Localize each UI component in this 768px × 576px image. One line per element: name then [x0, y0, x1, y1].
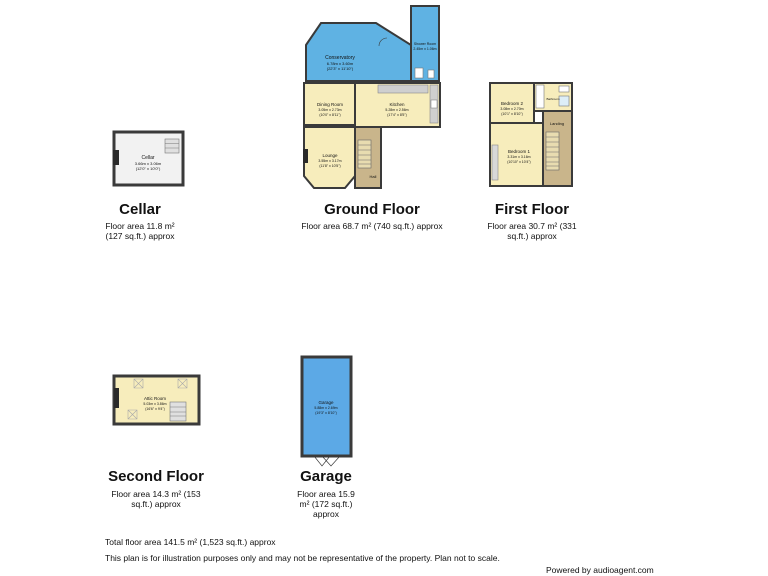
- cellar-chimney-breast: [113, 150, 119, 165]
- attic-stairs: [170, 402, 186, 421]
- shower-room-label: Shower Room: [413, 42, 437, 46]
- bathroom-shower: [559, 96, 569, 106]
- cellar-room-label: Cellar: [141, 155, 155, 161]
- attic-room-dims-imperial: (16'6" x 9'4"): [145, 407, 165, 411]
- hall-label: Hall: [369, 174, 377, 179]
- lounge-dims: 3.55m x 3.17m: [318, 159, 342, 163]
- bedroom-1-label: Bedroom 1: [507, 149, 531, 154]
- second-floor-plan: [114, 376, 199, 424]
- lounge-label: Lounge: [322, 153, 338, 158]
- kitchen-dims-imperial: (17'4" x 8'5"): [387, 113, 407, 117]
- disclaimer: This plan is for illustration purposes only and may not be representative of the property. Plan not to scale.: [105, 553, 500, 563]
- kitchen-worktop-top: [378, 85, 428, 93]
- cellar-area-line1: Floor area 11.8 m²: [105, 221, 175, 231]
- dining-room-dims-imperial: (10'0" x 8'11"): [319, 113, 341, 117]
- garage-area: [286, 489, 366, 519]
- cellar-area-line2: (127 sq.ft.) approx: [105, 231, 175, 241]
- bedroom-1-wardrobe: [492, 145, 498, 180]
- garage-area-line2: m² (172 sq.ft.): [299, 499, 353, 509]
- garage-room-dims-imperial: (19'3" x 8'10"): [315, 411, 337, 415]
- dining-room-dims: 3.05m x 2.73m: [318, 108, 342, 112]
- second-floor-area: [100, 489, 212, 509]
- attic-room-label: Attic Room: [143, 396, 167, 401]
- landing-stairs: [546, 132, 559, 170]
- first-floor-area-line1: Floor area 30.7 m² (331: [487, 221, 577, 231]
- garage-room-label: Garage: [318, 400, 334, 405]
- attic-chimney-breast: [114, 388, 119, 408]
- garage-room-dims: 5.88m x 2.69m: [314, 406, 338, 410]
- kitchen-sink: [431, 100, 437, 108]
- kitchen-label: Kitchen: [389, 102, 405, 107]
- conservatory-dims-imperial: (22'3" x 11'10"): [326, 66, 354, 71]
- second-floor-area-line2: sq.ft.) approx: [131, 499, 181, 509]
- garage-title: Garage: [300, 468, 352, 485]
- bedroom-1-dims: 3.31m x 3.16m: [507, 155, 531, 159]
- bedroom-1-dims-imperial: (10'10" x 10'4"): [507, 160, 531, 164]
- ground-floor-area-line1: Floor area 68.7 m² (740 sq.ft.) approx: [301, 221, 443, 231]
- bedroom-2-dims-imperial: (10'1" x 8'10"): [501, 112, 523, 116]
- dining-room-label: Dining Room: [316, 102, 344, 107]
- conservatory-dims: 6.78m x 3.60m: [326, 61, 354, 66]
- shower-room-dims: 2.45m x 1.06m: [413, 47, 437, 51]
- garage-plan: [302, 357, 351, 466]
- second-floor-area-line1: Floor area 14.3 m² (153: [111, 489, 201, 499]
- ground-floor-title: Ground Floor: [324, 201, 420, 218]
- garage-area-line1: Floor area 15.9: [297, 489, 355, 499]
- total-floor-area: Total floor area 141.5 m² (1,523 sq.ft.) approx: [105, 537, 276, 547]
- conservatory-label: Conservatory: [325, 55, 355, 61]
- bath-tub: [536, 85, 544, 108]
- credit: Powered by audioagent.com: [546, 565, 654, 575]
- cellar-title: Cellar: [119, 201, 161, 218]
- bathroom-label: Bathroom: [546, 97, 560, 101]
- bedroom-2-dims: 3.08m x 2.70m: [500, 107, 524, 111]
- ground-floor-area: [282, 221, 462, 231]
- second-floor-title: Second Floor: [108, 468, 204, 485]
- cellar-room-dims: 3.66m x 3.06m: [134, 161, 162, 166]
- bathroom-basin: [559, 86, 569, 92]
- cellar-stairs: [165, 139, 179, 153]
- cellar-area: [90, 221, 190, 241]
- kitchen-dims: 5.28m x 2.56m: [385, 108, 409, 112]
- lounge-dims-imperial: (11'8" x 10'5"): [319, 164, 341, 168]
- first-floor-plan: [490, 83, 572, 186]
- shower-toilet: [428, 70, 434, 78]
- cellar-room-dims-imperial: (12'0" x 10'0"): [135, 166, 161, 171]
- first-floor-title: First Floor: [494, 201, 570, 218]
- first-floor-area: [476, 221, 588, 241]
- ground-floor-plan: [303, 6, 440, 188]
- cellar-plan: [113, 132, 183, 185]
- bedroom-2-label: Bedroom 2: [500, 101, 524, 106]
- first-floor-area-line2: sq.ft.) approx: [507, 231, 557, 241]
- garage-area-line3: approx: [313, 509, 339, 519]
- lounge-chimney-breast: [303, 149, 308, 163]
- landing-label: Landing: [549, 121, 565, 126]
- attic-room-dims: 5.03m x 3.86m: [143, 402, 167, 406]
- conservatory-room: [306, 23, 411, 81]
- shower-tray: [415, 68, 423, 78]
